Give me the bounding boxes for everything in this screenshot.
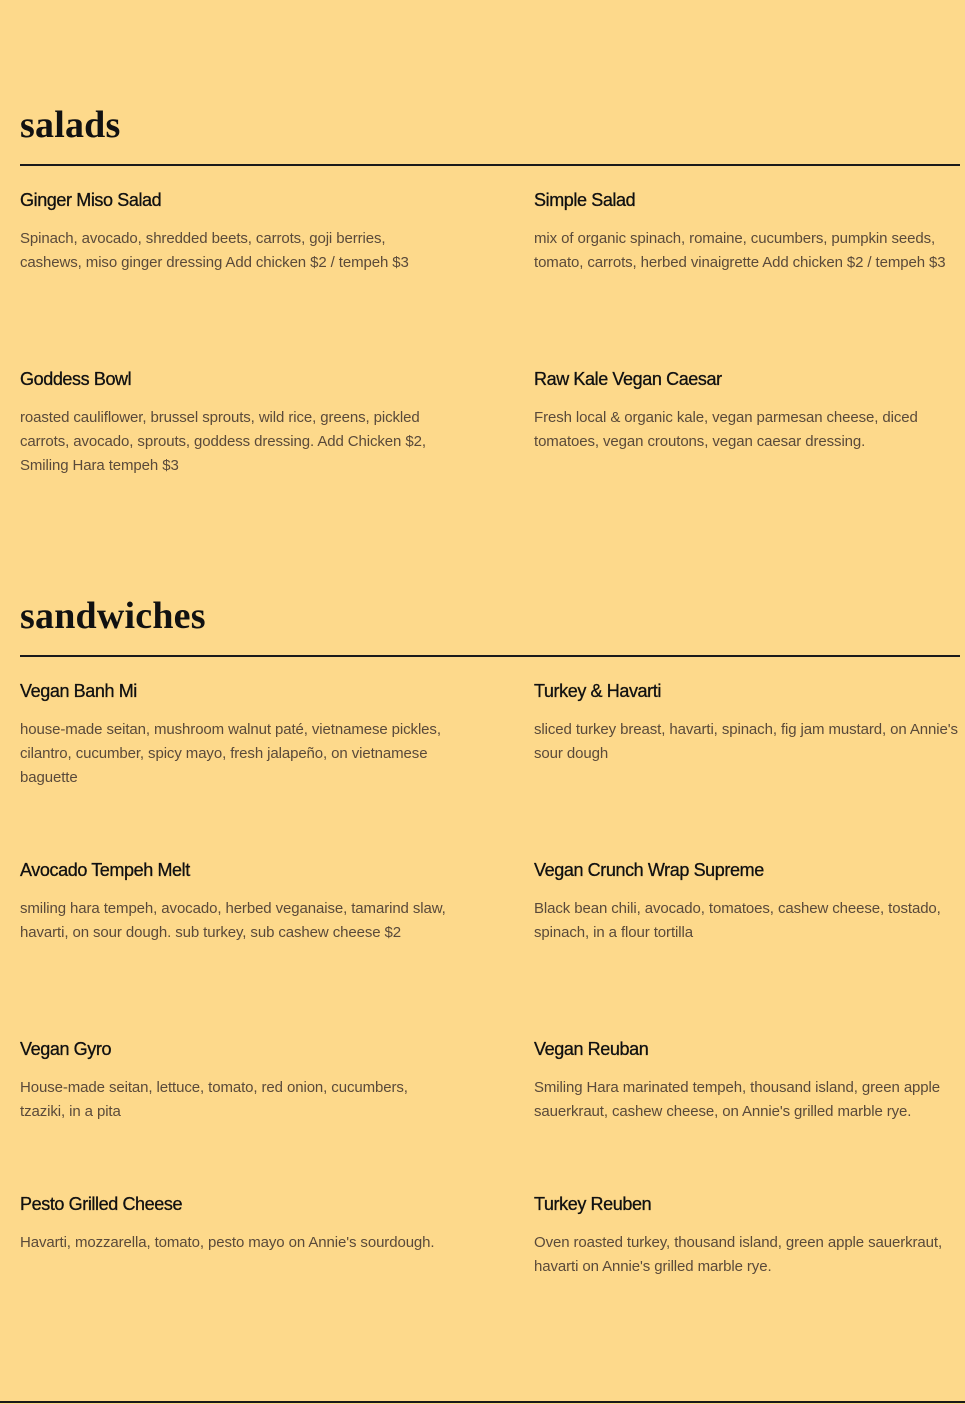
- menu-item-description: Black bean chili, avocado, tomatoes, cashew cheese, tostado, spinach, in a flour tortilla: [534, 900, 941, 941]
- menu-item: [20, 368, 450, 478]
- menu-item-description: Smiling Hara marinated tempeh, thousand island, green apple sauerkraut, cashew cheese, on Annie's grilled marble rye.: [534, 1079, 941, 1120]
- section-title-salads: salads: [20, 104, 121, 146]
- footer-divider: [0, 1401, 965, 1403]
- section-title-sandwiches: sandwiches: [20, 595, 206, 637]
- menu-item-description: Oven roasted turkey, thousand island, green apple sauerkraut, havarti on Annie's grilled marble rye.: [534, 1234, 943, 1275]
- menu-item-description: sliced turkey breast, havarti, spinach, fig jam mustard, on Annie's sour dough: [534, 721, 958, 762]
- menu-item-description: Havarti, mozzarella, tomato, pesto mayo on Annie's sourdough.: [20, 1234, 435, 1251]
- menu-item: [534, 859, 959, 945]
- menu-item-name: Turkey & Havarti: [534, 681, 661, 701]
- menu-item-description: Spinach, avocado, shredded beets, carrots, goji berries, cashews, miso ginger dressing Add chicken $2 / tempeh $3: [20, 230, 409, 271]
- menu-item-description: house-made seitan, mushroom walnut paté, vietnamese pickles, cilantro, cucumber, spicy mayo, fresh jalapeño, on vietnamese baguette: [20, 721, 441, 786]
- menu-item-name: Simple Salad: [534, 190, 636, 210]
- menu-item-name: Vegan Crunch Wrap Supreme: [534, 860, 764, 880]
- menu-item-name: Turkey Reuben: [534, 1194, 652, 1214]
- section-divider: [20, 655, 960, 657]
- menu-item-name: Vegan Gyro: [20, 1039, 112, 1059]
- menu-item-description: Fresh local & organic kale, vegan parmesan cheese, diced tomatoes, vegan croutons, vegan caesar dressing.: [534, 409, 918, 450]
- menu-item: [20, 1038, 450, 1124]
- section-divider: [20, 164, 960, 166]
- menu-item-description: mix of organic spinach, romaine, cucumbers, pumpkin seeds, tomato, carrots, herbed vinaigrette Add chicken $2 / tempeh $3: [534, 230, 946, 271]
- menu-item-name: Ginger Miso Salad: [20, 190, 162, 210]
- menu-item: [534, 1193, 959, 1279]
- menu-item-name: Vegan Banh Mi: [20, 681, 137, 701]
- menu-item: [534, 1038, 959, 1124]
- menu-item: [20, 1193, 450, 1255]
- menu-item: [534, 680, 959, 766]
- menu-item: [534, 368, 959, 454]
- menu-item-name: Goddess Bowl: [20, 369, 132, 389]
- menu-item-description: House-made seitan, lettuce, tomato, red onion, cucumbers, tzaziki, in a pita: [20, 1079, 408, 1120]
- menu-item: [20, 680, 450, 790]
- menu-item-name: Raw Kale Vegan Caesar: [534, 369, 722, 389]
- menu-item-name: Pesto Grilled Cheese: [20, 1194, 183, 1214]
- menu-item-name: Vegan Reuban: [534, 1039, 649, 1059]
- menu-item-description: roasted cauliflower, brussel sprouts, wild rice, greens, pickled carrots, avocado, sprouts, goddess dressing. Add Chicken $2, Smiling Hara tempeh $3: [20, 409, 426, 474]
- menu-item: [20, 859, 450, 945]
- menu-item-description: smiling hara tempeh, avocado, herbed veganaise, tamarind slaw, havarti, on sour dough. sub turkey, sub cashew cheese $2: [20, 900, 446, 941]
- menu-item-name: Avocado Tempeh Melt: [20, 860, 190, 880]
- menu-item: [534, 189, 959, 275]
- menu-item: [20, 189, 450, 275]
